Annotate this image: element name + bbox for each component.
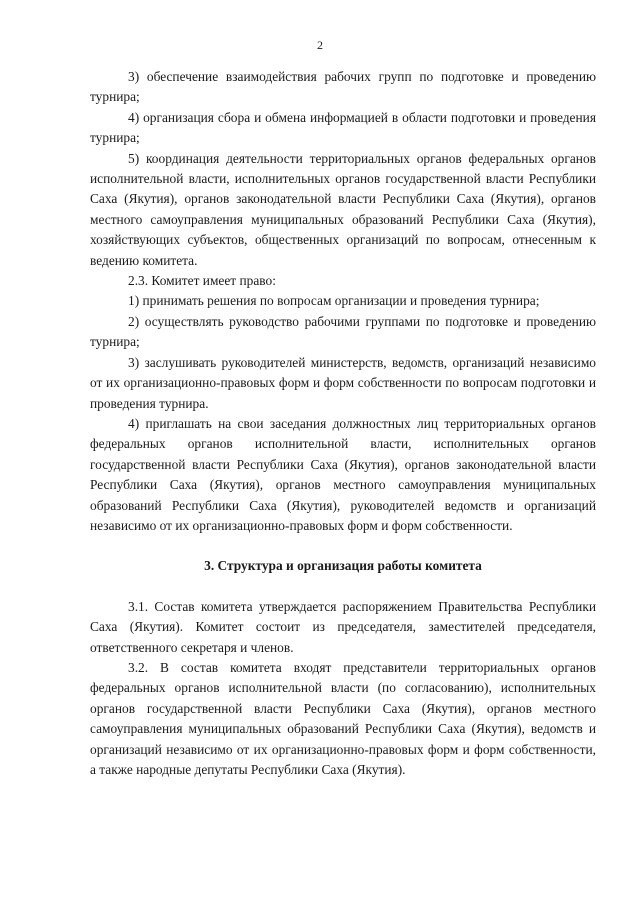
paragraph: 4) приглашать на свои заседания должностных лиц территориальных органов федеральных органов исполнительной власти, исполнительных органов государственной власти Республики Саха (Якутия), органов законодательной власти Республики Саха (Якутия), органов местного самоуправления муниципальных образований Республики Саха (Якутия), руководителей ведомств и организаций независимо от их организационно-правовых форм и форм собственности.: [90, 415, 596, 533]
paragraph: 3) заслушивать руководителей министерств, ведомств, организаций независимо от их организационно-правовых форм и форм собственности по вопросам подготовки и проведения турнира.: [90, 354, 596, 411]
page-number: 2: [317, 38, 323, 52]
paragraph: 3.2. В состав комитета входят представители территориальных органов федеральных органов исполнительной власти (по согласованию), исполнительных органов государственной власти Республики Саха (Якутия), органов местного самоуправления муниципальных образований Республики Саха (Якутия), ведомств и организаций независимо от их организационно-правовых форм и форм собственности, а также народные депутаты Республики Саха (Якутия).: [90, 659, 596, 777]
paragraph: 1) принимать решения по вопросам организации и проведения турнира;: [128, 293, 540, 309]
paragraph: 3) обеспечение взаимодействия рабочих групп по подготовке и проведению турнира;: [90, 69, 596, 105]
section-heading: 3. Структура и организация работы комитета: [204, 558, 482, 574]
document-body: [90, 67, 596, 780]
paragraph: 2) осуществлять руководство рабочими группами по подготовке и проведению турнира;: [90, 313, 596, 350]
paragraph: 4) организация сбора и обмена информацией в области подготовки и проведения турнира;: [90, 109, 596, 146]
paragraph: 3.1. Состав комитета утверждается распоряжением Правительства Республики Саха (Якутия). Комитет состоит из председателя, заместителей председателя, ответственного секретаря и членов.: [90, 598, 596, 655]
paragraph: 5) координация деятельности территориальных органов федеральных органов исполнительной власти, исполнительных органов государственной власти Республики Саха (Якутия), органов законодательной власти Республики Саха (Якутия), органов местного самоуправления муниципальных образований Республики Саха (Якутия), хозяйствующих субъектов, общественных организаций по вопросам, отнесенным к ведению комитета.: [90, 150, 596, 268]
paragraph: 2.3. Комитет имеет право:: [128, 273, 276, 289]
